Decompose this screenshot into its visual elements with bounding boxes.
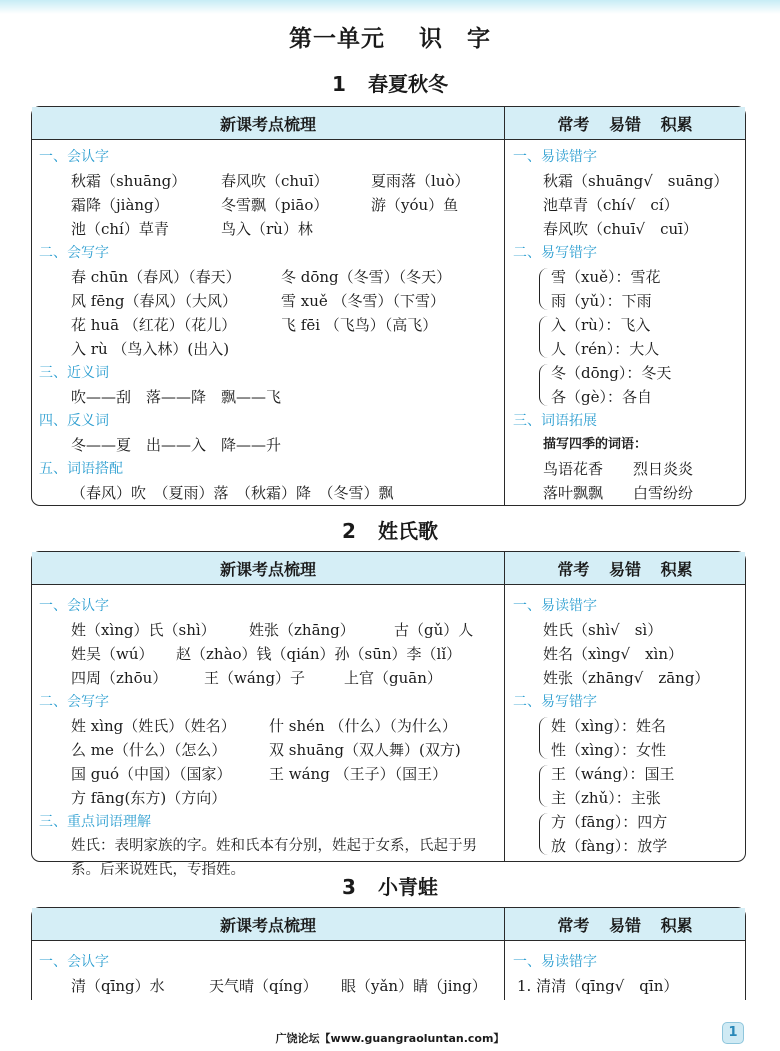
section-heading: 五、词语搭配 — [39, 461, 123, 477]
word: 四周（zhōu） — [71, 669, 168, 687]
lesson-number: 2 — [342, 519, 356, 543]
section-heading: 一、会认字 — [39, 598, 109, 614]
word: 清（qīng）水 — [71, 977, 165, 995]
char-pair — [541, 810, 741, 858]
right-header: 常考 易错 积累 — [505, 908, 745, 941]
word: 眼（yǎn）睛（jing） — [341, 977, 487, 995]
lesson-name: 春夏秋冬 — [367, 72, 448, 96]
text-row — [39, 169, 499, 193]
column-divider — [504, 552, 505, 861]
pair-line: 冬（dōng）：冬天 — [551, 364, 672, 382]
right-column — [513, 950, 741, 998]
lesson-title-1 — [0, 68, 780, 97]
section-heading: 二、会写字 — [39, 245, 109, 261]
footer-source: 广饶论坛【www.guangraoluntan.com】 — [275, 1032, 505, 1045]
left-column — [39, 145, 499, 505]
section-heading: 一、会认字 — [39, 954, 109, 970]
text-row: 姓名（xìng√ xìn） — [543, 645, 683, 663]
text-row: 春风吹（chuī√ cuī） — [543, 220, 698, 238]
pair-line: 雪（xuě）：雪花 — [551, 268, 661, 286]
brace-icon — [539, 316, 548, 358]
word: 姓张（zhāng） — [249, 621, 355, 639]
section-heading: 三、近义词 — [39, 365, 109, 381]
char-pair — [541, 265, 741, 313]
brace-icon — [539, 717, 548, 759]
text-row — [39, 217, 499, 241]
text-row: 姓张（zhāng√ zāng） — [543, 669, 710, 687]
word: 双 shuāng（双人舞）(双方) — [269, 741, 461, 759]
word: 秋霜（shuāng） — [71, 172, 187, 190]
lesson-1-box — [31, 106, 746, 506]
word: 池（chí）草青 — [71, 220, 169, 238]
left-header: 新课考点梳理 — [32, 552, 504, 585]
word: 夏雨落（luò） — [371, 172, 470, 190]
left-header: 新课考点梳理 — [32, 107, 504, 140]
text-row: 冬——夏 出——入 降——升 — [71, 436, 282, 454]
right-header: 常考 易错 积累 — [505, 107, 745, 140]
text-row: 落叶飘飘 白雪纷纷 — [543, 484, 694, 502]
text-row — [39, 337, 499, 361]
word: 冬 dōng（冬雪）（冬天） — [281, 268, 452, 286]
word: 国 guó（中国）（国家） — [71, 765, 232, 783]
word: 姓 xìng（姓氏）（姓名） — [71, 717, 236, 735]
text-row: （春风）吹 （夏雨）落 （秋霜）降 （冬雪）飘 — [71, 484, 394, 502]
right-column — [513, 145, 741, 505]
text-row: 池草青（chí√ cí） — [543, 196, 679, 214]
definition-paragraph: 姓氏：表明家族的字。姓和氏本有分别，姓起于女系，氏起于男系。后来说姓氏，专指姓。 — [71, 838, 477, 878]
word: 鸟入（rù）林 — [221, 220, 313, 238]
pair-line: 人（rén）：大人 — [551, 340, 660, 358]
extra-label: 描写四季的词语： — [543, 437, 648, 452]
char-pair — [541, 313, 741, 361]
word: 上官（guān） — [344, 669, 442, 687]
brace-icon — [539, 813, 548, 855]
section-heading: 二、易写错字 — [513, 694, 597, 710]
word: 花 huā （红花）（花儿） — [71, 316, 237, 334]
pair-line: 姓（xìng）：姓名 — [551, 717, 667, 735]
brace-icon — [539, 765, 548, 807]
word: 么 me（什么）（怎么） — [71, 741, 227, 759]
word: 姓（xìng）氏（shì） — [71, 621, 216, 639]
word: 游（yóu）鱼 — [371, 196, 459, 214]
section-heading: 一、易读错字 — [513, 598, 597, 614]
char-pair — [541, 762, 741, 810]
lesson-number: 3 — [342, 875, 356, 899]
section-heading: 三、重点词语理解 — [39, 814, 151, 830]
pair-line: 方（fāng）：四方 — [551, 813, 668, 831]
lesson-number: 1 — [332, 72, 346, 96]
text-row — [39, 974, 499, 998]
left-header: 新课考点梳理 — [32, 908, 504, 941]
lesson-2-box — [31, 551, 746, 878]
brace-icon — [539, 268, 548, 310]
column-divider — [504, 107, 505, 505]
pair-line: 入（rù）：飞入 — [551, 316, 651, 334]
text-row — [39, 289, 499, 313]
page-number: 1 — [722, 1022, 744, 1044]
pair-line: 王（wáng）：国王 — [551, 765, 675, 783]
pair-line: 放（fàng）：放学 — [551, 837, 668, 855]
text-row — [39, 738, 499, 762]
section-heading: 一、会认字 — [39, 149, 109, 165]
word: 春风吹（chuī） — [221, 172, 329, 190]
word: 天气晴（qíng） — [209, 977, 318, 995]
lesson-name: 姓氏歌 — [377, 519, 438, 543]
text-row — [39, 762, 499, 786]
pair-line: 性（xìng）：女性 — [551, 741, 667, 759]
text-row — [39, 714, 499, 738]
word: 雪 xuě （冬雪）（下雪） — [281, 292, 446, 310]
word: 春 chūn（春风）（春天） — [71, 268, 241, 286]
word: 王 wáng （王子）（国王） — [269, 765, 448, 783]
left-column — [39, 594, 499, 882]
pair-line: 主（zhǔ）：主张 — [551, 789, 661, 807]
text-row: 1. 清清（qīng√ qīn） — [517, 977, 679, 995]
char-pair — [541, 361, 741, 409]
right-column — [513, 594, 741, 858]
section-heading: 二、会写字 — [39, 694, 109, 710]
word: 入 rù （鸟入林）(出入) — [71, 340, 230, 358]
word: 风 fēng（春风）（大风） — [71, 292, 237, 310]
lesson-title-2 — [0, 515, 780, 544]
word: 王（wáng）子 — [204, 669, 306, 687]
lesson-title-3 — [0, 871, 780, 900]
text-row: 秋霜（shuāng√ suāng） — [543, 172, 729, 190]
word: 什 shén （什么）（为什么） — [269, 717, 457, 735]
word: 方 fāng(东方)（方向） — [71, 789, 227, 807]
unit-title-b: 识 字 — [419, 26, 491, 52]
text-row — [39, 265, 499, 289]
section-heading: 一、易读错字 — [513, 954, 597, 970]
lesson-name: 小青蛙 — [377, 875, 438, 899]
text-row — [39, 193, 499, 217]
top-gradient-bar — [0, 0, 780, 14]
section-heading: 四、反义词 — [39, 413, 109, 429]
text-row — [39, 786, 499, 810]
text-row — [39, 642, 499, 666]
pair-line: 雨（yǔ）：下雨 — [551, 292, 652, 310]
word: 冬雪飘（piāo） — [221, 196, 329, 214]
text-row: 鸟语花香 烈日炎炎 — [543, 460, 694, 478]
right-header: 常考 易错 积累 — [505, 552, 745, 585]
unit-title — [0, 20, 780, 53]
text-row — [39, 666, 499, 690]
word: 古（gǔ）人 — [394, 621, 474, 639]
section-heading: 二、易写错字 — [513, 245, 597, 261]
section-heading: 三、词语拓展 — [513, 413, 597, 429]
unit-title-a: 第一单元 — [289, 26, 385, 52]
text-row — [39, 313, 499, 337]
column-divider — [504, 908, 505, 1000]
text-row — [39, 618, 499, 642]
text-row: 姓氏（shì√ sì） — [543, 621, 663, 639]
word: 霜降（jiàng） — [71, 196, 169, 214]
text-row: 吹——刮 落——降 飘——飞 — [71, 388, 282, 406]
brace-icon — [539, 364, 548, 406]
word: 飞 fēi （飞鸟）（高飞） — [281, 316, 438, 334]
word: 姓吴（wú） — [71, 645, 154, 663]
left-column — [39, 950, 499, 998]
word: 赵（zhào）钱（qián）孙（sūn）李（lǐ） — [176, 645, 462, 663]
section-heading: 一、易读错字 — [513, 149, 597, 165]
char-pair — [541, 714, 741, 762]
pair-line: 各（gè）：各自 — [551, 388, 652, 406]
lesson-3-box — [31, 907, 746, 1000]
